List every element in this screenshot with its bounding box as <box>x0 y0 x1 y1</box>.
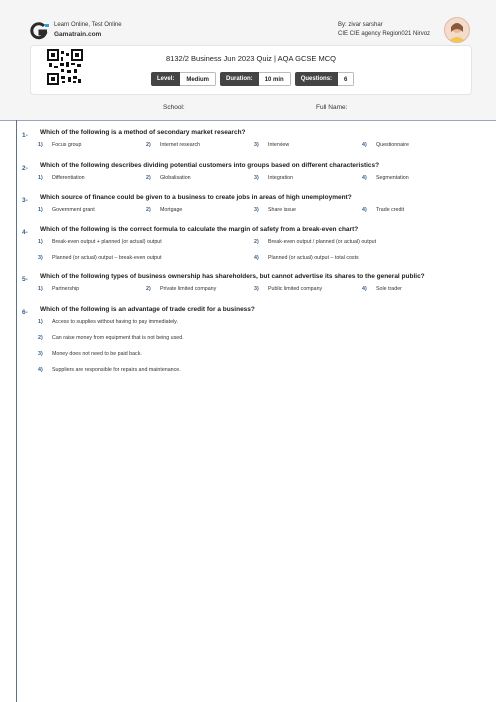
question-text: Which source of finance could be given to a business to create jobs in areas of high unemployment? <box>40 194 352 201</box>
option-1[interactable]: 1) Differentiation <box>38 175 85 181</box>
question-number: 2- <box>22 165 28 172</box>
option-2[interactable]: 2) Can raise money from equipment that is not being used. <box>38 335 184 341</box>
gamatrain-logo-icon <box>30 22 50 40</box>
option-1[interactable]: 1) Focus group <box>38 142 82 148</box>
level-label: Level: <box>151 72 180 86</box>
option-2[interactable]: 2) Globalisation <box>146 175 191 181</box>
avatar-person-icon <box>445 18 469 42</box>
level-value: Medium <box>180 72 216 86</box>
option-4[interactable]: 4) Questionnaire <box>362 142 409 148</box>
duration-label: Duration: <box>220 72 259 86</box>
option-2[interactable]: 2) Mortgage <box>146 207 183 213</box>
avatar <box>444 17 470 43</box>
question-number: 5- <box>22 276 28 283</box>
option-2[interactable]: 2) Private limited company <box>146 286 217 292</box>
option-4[interactable]: 4) Planned (or actual) output – total costs <box>254 255 359 261</box>
option-3[interactable]: 3) Planned (or actual) output – break-even output <box>38 255 162 261</box>
option-2[interactable]: 2) Internet research <box>146 142 201 148</box>
author-block <box>338 21 430 39</box>
quiz-info-card <box>30 45 472 95</box>
option-4[interactable]: 4) Segmentation <box>362 175 409 181</box>
option-3[interactable]: 3) Money does not need to be paid back. <box>38 351 142 357</box>
option-3[interactable]: 3) Share issue <box>254 207 296 213</box>
question-number: 3- <box>22 197 28 204</box>
author-agency: CIE CIE agency Region021 Nirvoz <box>338 31 431 37</box>
option-3[interactable]: 3) Interview <box>254 142 290 148</box>
page-header <box>0 0 496 121</box>
question-text: Which of the following is an advantage of trade credit for a business? <box>40 306 255 313</box>
quiz-meta <box>151 72 354 86</box>
option-3[interactable]: 3) Public limited company <box>254 286 323 292</box>
duration-value: 10 min <box>259 72 291 86</box>
option-4[interactable]: 4) Sole trader <box>362 286 402 292</box>
option-1[interactable]: 1) Break-even output + planned (or actual) output <box>38 239 162 245</box>
author-name: By: zivar sarshar <box>338 22 383 28</box>
questions-label: Questions: <box>295 72 338 86</box>
option-1[interactable]: 1) Access to supplies without having to pay immediately. <box>38 319 178 325</box>
option-2[interactable]: 2) Break-even output / planned (or actual) output <box>254 239 377 245</box>
questions-pill <box>295 72 355 86</box>
fullname-label: Full Name: <box>316 104 348 111</box>
question-number: 1- <box>22 132 28 139</box>
question-number: 4- <box>22 229 28 236</box>
question-text: Which of the following is a method of secondary market research? <box>40 129 246 136</box>
duration-pill <box>220 72 291 86</box>
question-text: Which of the following is the correct formula to calculate the margin of safety from a break-even chart? <box>40 226 359 233</box>
level-pill <box>151 72 216 86</box>
question-text: Which of the following types of business ownership has shareholders, but cannot advertise its shares to the general public? <box>40 273 425 280</box>
quiz-title: 8132/2 Business Jun 2023 Quiz | AQA GCSE MCQ <box>166 54 336 63</box>
option-4[interactable]: 4) Suppliers are responsible for repairs and maintenance. <box>38 367 181 373</box>
brand-tagline: Learn Online, Test Online <box>54 22 122 28</box>
school-label: School: <box>163 104 185 111</box>
option-1[interactable]: 1) Partnership <box>38 286 80 292</box>
question-text: Which of the following describes dividing potential customers into groups based on different characteristics? <box>40 162 380 169</box>
questions-value: 6 <box>338 72 354 86</box>
option-1[interactable]: 1) Government grant <box>38 207 95 213</box>
brand-site[interactable]: Gamatrain.com <box>54 31 102 38</box>
question-number: 6- <box>22 309 28 316</box>
option-3[interactable]: 3) Integration <box>254 175 294 181</box>
option-4[interactable]: 4) Trade credit <box>362 207 405 213</box>
brand-block <box>54 21 122 39</box>
